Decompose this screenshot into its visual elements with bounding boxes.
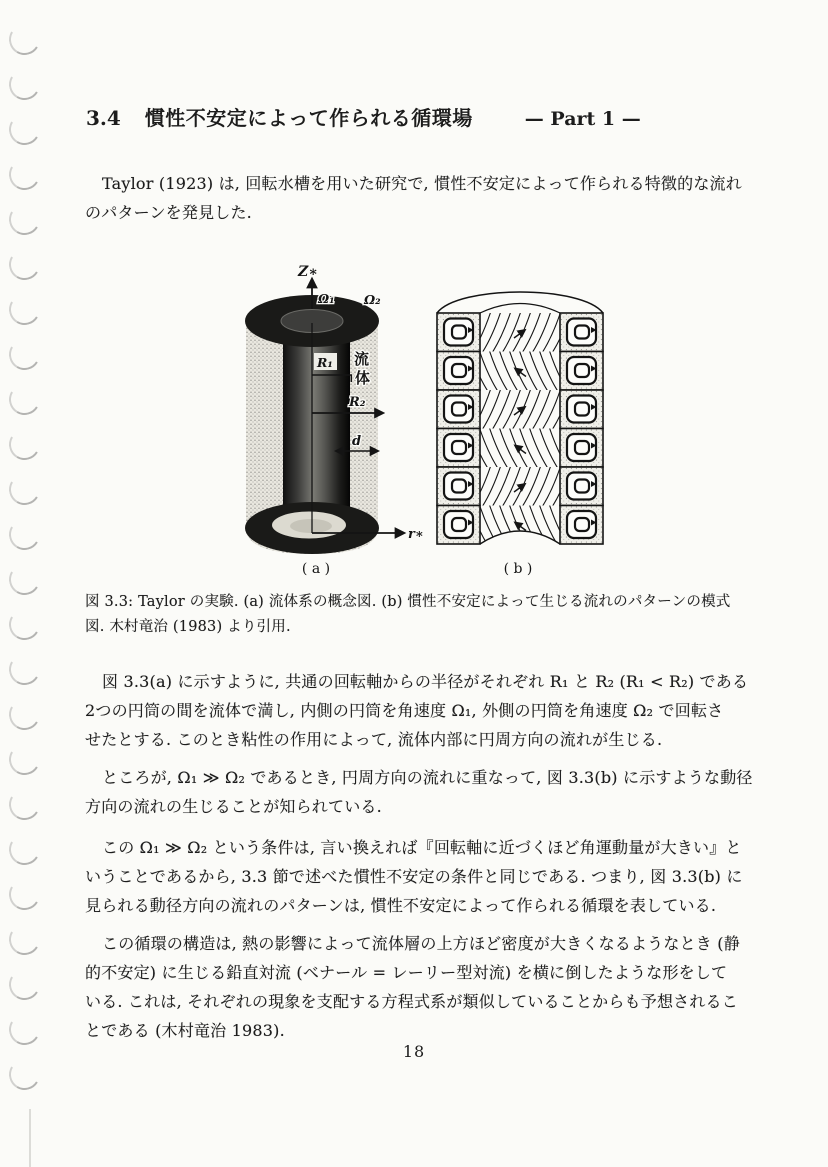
r1-label: R₁	[317, 355, 333, 370]
binding-hole	[6, 201, 44, 239]
caption-line: 図 3.3: Taylor の実験. (a) 流体系の概念図. (b) 慣性不安定によって生じる流れのパターンの模式	[85, 594, 731, 610]
vortex-cell	[437, 506, 480, 545]
binding-hole	[6, 831, 44, 869]
paragraph-5	[85, 929, 767, 1045]
binding-hole	[6, 111, 44, 149]
vortex-cell	[560, 390, 603, 429]
scan-edge-shadow	[29, 1109, 31, 1167]
binding-hole	[6, 426, 44, 464]
figure-caption	[85, 590, 775, 640]
section-title: 慣性不安定によって作られる循環場	[144, 106, 473, 130]
vortex-cell	[437, 467, 480, 506]
r2-label: R₂	[349, 395, 366, 410]
text-line: 方向の流れの生じることが知られている.	[85, 797, 382, 816]
caption-line: 図. 木村竜治 (1983) より引用.	[85, 619, 291, 635]
binding-hole	[6, 921, 44, 959]
binding-hole	[6, 786, 44, 824]
text-line: とである (木村竜治 1983).	[85, 1021, 285, 1040]
panel-b-label: ( b )	[503, 561, 533, 577]
vortex-cell	[437, 390, 480, 429]
figure-3-3-panel-b	[437, 292, 603, 577]
flow-band	[472, 388, 571, 430]
binding-hole	[6, 66, 44, 104]
binding-hole	[6, 1056, 44, 1094]
text-line: 的不安定) に生じる鉛直対流 (ベナール = レーリー型対流) を横に倒したような形をして	[85, 963, 728, 982]
vortex-cell	[560, 352, 603, 391]
paragraph-2	[85, 667, 767, 754]
dome-outline	[437, 292, 603, 313]
binding-hole	[6, 246, 44, 284]
text-line: いる. これは, それぞれの現象を支配する方程式系が類似していることからも予想されるこ	[85, 992, 738, 1011]
vortex-cell	[437, 352, 480, 391]
text-line: Taylor (1923) は, 回転水槽を用いた研究で, 慣性不安定によって作られる特徴的な流れ	[102, 174, 742, 193]
flow-band	[469, 350, 568, 392]
paragraph-1	[85, 169, 767, 227]
section-part: — Part 1 —	[524, 108, 641, 130]
vortex-cell	[437, 429, 480, 468]
text-line: のパターンを発見した.	[85, 203, 252, 222]
vortex-cell	[560, 467, 603, 506]
paragraph-3	[85, 763, 767, 821]
text-line: いうことであるから, 3.3 節で述べた慣性不安定の条件と同じである. つまり, 図 3.3(b) に	[85, 867, 743, 886]
binding-hole	[6, 291, 44, 329]
binding-holes	[9, 24, 40, 1090]
flow-band	[469, 427, 568, 469]
inner-cylinder	[283, 323, 350, 509]
vortex-cell	[437, 313, 480, 352]
text-line: 2つの円筒の間を流体で満し, 内側の円筒を角速度 Ω₁, 外側の円筒を角速度 Ω₂ で回転さ	[85, 701, 724, 720]
omega1-label: Ω₁	[318, 291, 335, 306]
omega2-label: Ω₂	[364, 292, 381, 307]
text-line: この循環の構造は, 熱の影響によって流体層の上方ほど密度が大きくなるようなとき (静	[102, 934, 740, 953]
binding-hole	[6, 741, 44, 779]
flow-band	[472, 465, 571, 507]
binding-hole	[6, 516, 44, 554]
binding-hole	[6, 651, 44, 689]
vortex-cell	[560, 506, 603, 545]
fluid-char-2: 体	[355, 369, 371, 387]
binding-hole	[6, 336, 44, 374]
text-line: 図 3.3(a) に示すように, 共通の回転軸からの半径がそれぞれ R₁ と R₂ (R₁ < R₂) である	[102, 672, 749, 691]
binding-hole	[6, 471, 44, 509]
binding-hole	[6, 21, 44, 59]
fluid-char-1: 流	[354, 350, 370, 368]
r-axis-label: r∗	[408, 527, 424, 542]
page-number: 18	[402, 1042, 426, 1061]
binding-hole	[6, 156, 44, 194]
text-line: 見られる動径方向の流れのパターンは, 慣性不安定によって作られる循環を表している.	[85, 896, 717, 915]
text-line: ところが, Ω₁ ≫ Ω₂ であるとき, 円周方向の流れに重なって, 図 3.3(b) に示すような動径	[102, 768, 753, 787]
panel-a-label: ( a )	[301, 561, 331, 577]
fluid-label	[354, 350, 370, 387]
paragraph-4	[85, 833, 767, 920]
binding-hole	[6, 696, 44, 734]
binding-hole	[6, 876, 44, 914]
vortex-cell	[560, 313, 603, 352]
binding-hole	[6, 966, 44, 1004]
figure-3-3	[230, 263, 620, 588]
section-heading	[86, 102, 641, 131]
binding-hole	[6, 381, 44, 419]
z-axis-label: Z∗	[298, 264, 318, 280]
dome-inner-arc	[480, 304, 560, 314]
flow-band	[472, 311, 571, 353]
section-number: 3.4	[86, 106, 121, 130]
d-label: d	[352, 434, 362, 449]
binding-hole	[6, 606, 44, 644]
text-line: せたとする. このとき粘性の作用によって, 流体内部に円周方向の流れが生じる.	[85, 730, 663, 749]
vortex-cell	[560, 429, 603, 468]
figure-3-3-panel-a	[245, 264, 424, 577]
binding-hole	[6, 561, 44, 599]
text-line: この Ω₁ ≫ Ω₂ という条件は, 言い換えれば『回転軸に近づくほど角運動量が大きい』と	[102, 838, 742, 857]
